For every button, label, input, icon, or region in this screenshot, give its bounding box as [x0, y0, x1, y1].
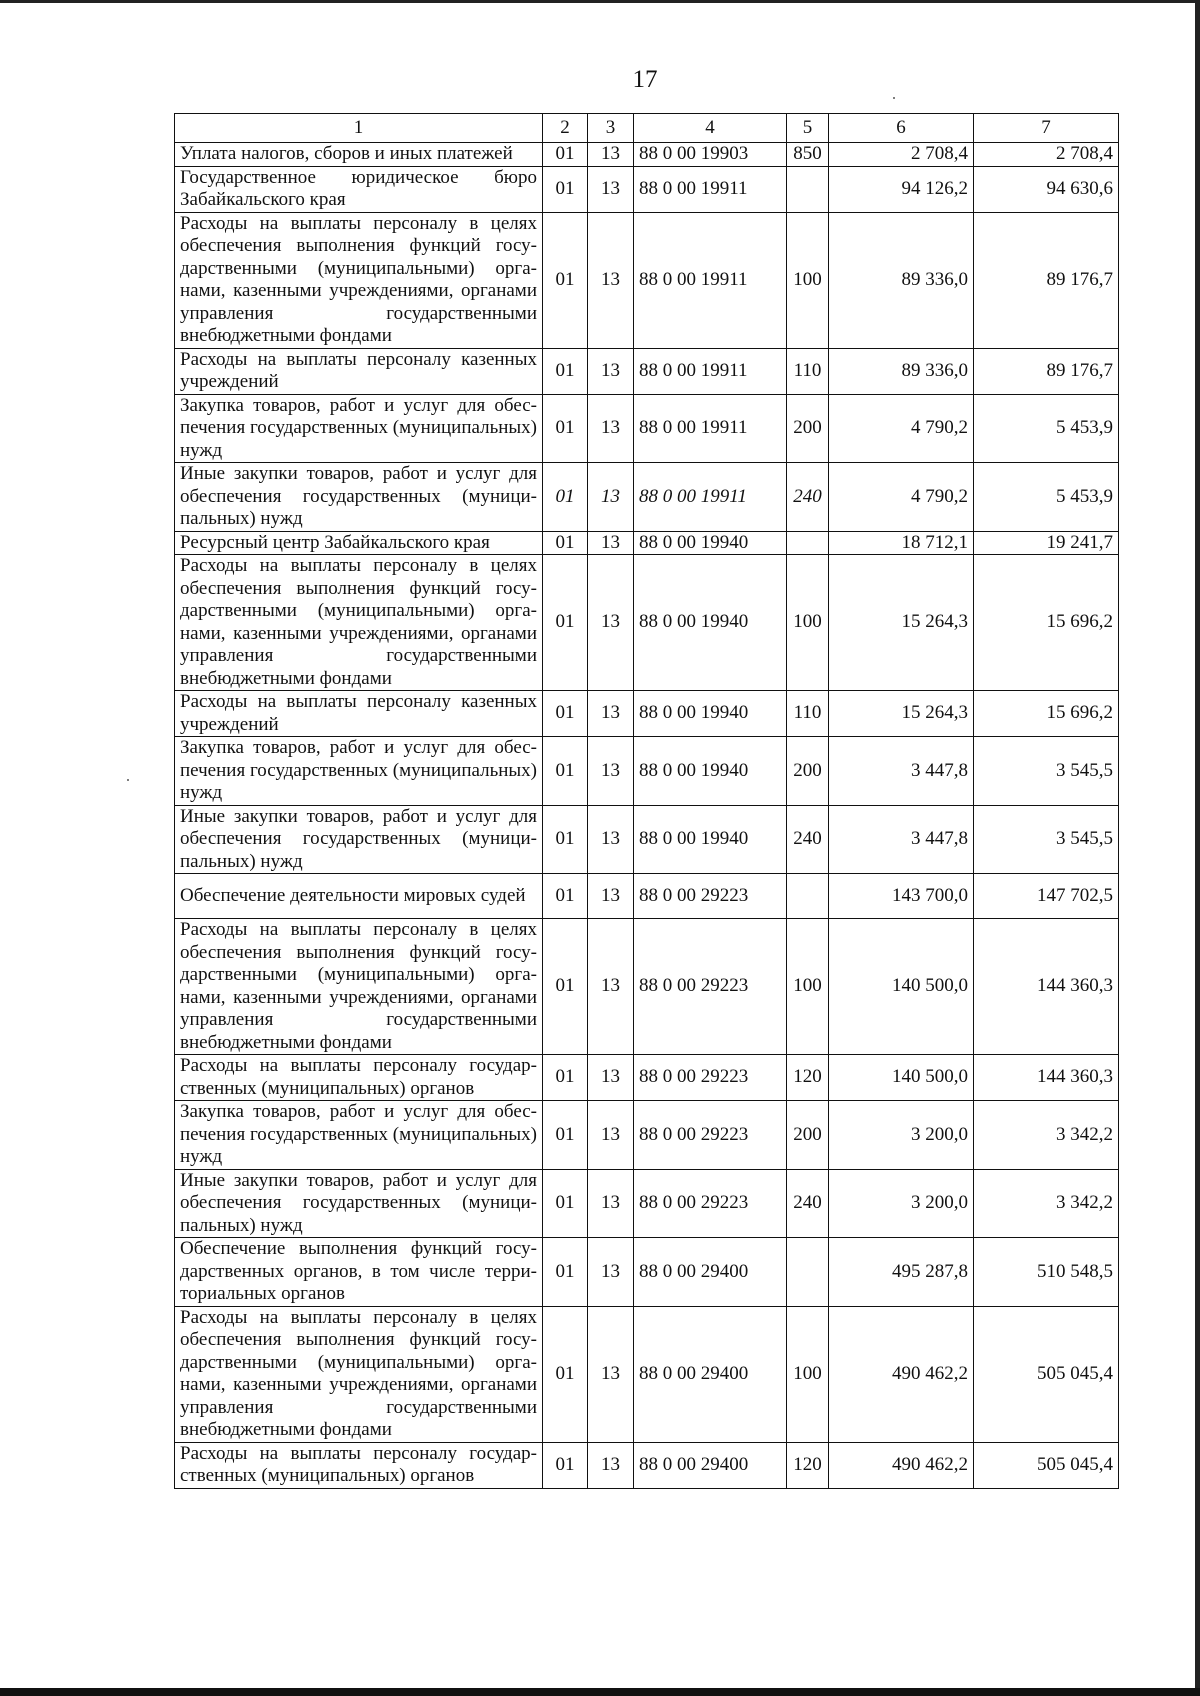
- target-article-cell: 88 0 00 19940: [634, 691, 787, 737]
- scan-border-right: [1195, 0, 1200, 1696]
- expense-type-cell: 120: [787, 1442, 829, 1488]
- target-article-cell: 88 0 00 19911: [634, 166, 787, 212]
- table-row: [175, 394, 1119, 463]
- amount-col6-cell: 490 462,2: [829, 1306, 974, 1442]
- section-code-cell: 01: [543, 212, 588, 348]
- table-row: [175, 348, 1119, 394]
- amount-col6-cell: 15 264,3: [829, 691, 974, 737]
- amount-col7-cell: 510 548,5: [974, 1238, 1119, 1307]
- subsection-code-cell: 13: [588, 919, 634, 1055]
- row-name-cell: Расходы на выплаты персоналу государственных (муниципальных) органов: [175, 1442, 543, 1488]
- subsection-code-cell: 13: [588, 805, 634, 874]
- amount-col7-cell: 15 696,2: [974, 555, 1119, 691]
- table-row: [175, 143, 1119, 167]
- section-code-cell: 01: [543, 1306, 588, 1442]
- target-article-cell: 88 0 00 29223: [634, 1169, 787, 1238]
- table-row: [175, 1169, 1119, 1238]
- section-code-cell: 01: [543, 874, 588, 919]
- section-code-cell: 01: [543, 531, 588, 555]
- section-code-cell: 01: [543, 348, 588, 394]
- row-name-cell: Обеспечение выполнения функций государственных органов, в том числе территориальных органов: [175, 1238, 543, 1307]
- column-header: 2: [543, 114, 588, 143]
- amount-col7-cell: 505 045,4: [974, 1442, 1119, 1488]
- table-row: [175, 463, 1119, 532]
- expense-type-cell: 200: [787, 1101, 829, 1170]
- amount-col7-cell: 147 702,5: [974, 874, 1119, 919]
- target-article-cell: 88 0 00 29223: [634, 1101, 787, 1170]
- amount-col7-cell: 5 453,9: [974, 394, 1119, 463]
- section-code-cell: 01: [543, 394, 588, 463]
- amount-col6-cell: 89 336,0: [829, 348, 974, 394]
- expense-type-cell: 110: [787, 691, 829, 737]
- row-name-cell: Обеспечение деятельности мировых судей: [175, 874, 543, 919]
- table-row: [175, 1306, 1119, 1442]
- subsection-code-cell: 13: [588, 531, 634, 555]
- section-code-cell: 01: [543, 166, 588, 212]
- target-article-cell: 88 0 00 19940: [634, 737, 787, 806]
- amount-col6-cell: 495 287,8: [829, 1238, 974, 1307]
- expense-type-cell: 850: [787, 143, 829, 167]
- target-article-cell: 88 0 00 29223: [634, 919, 787, 1055]
- row-name-cell: Закупка товаров, работ и услуг для обеспечения государственных (муниципальных) нужд: [175, 394, 543, 463]
- amount-col7-cell: 94 630,6: [974, 166, 1119, 212]
- column-header: 3: [588, 114, 634, 143]
- expense-type-cell: [787, 531, 829, 555]
- scan-speck: [127, 779, 129, 781]
- amount-col6-cell: 2 708,4: [829, 143, 974, 167]
- subsection-code-cell: 13: [588, 212, 634, 348]
- amount-col6-cell: 94 126,2: [829, 166, 974, 212]
- subsection-code-cell: 13: [588, 394, 634, 463]
- target-article-cell: 88 0 00 19911: [634, 463, 787, 532]
- budget-table: [174, 113, 1119, 1489]
- subsection-code-cell: 13: [588, 463, 634, 532]
- expense-type-cell: 120: [787, 1055, 829, 1101]
- table-row: [175, 1101, 1119, 1170]
- row-name-cell: Ресурсный центр Забайкальского края: [175, 531, 543, 555]
- subsection-code-cell: 13: [588, 691, 634, 737]
- subsection-code-cell: 13: [588, 737, 634, 806]
- target-article-cell: 88 0 00 19940: [634, 805, 787, 874]
- table-row: [175, 555, 1119, 691]
- scan-speck: [893, 97, 895, 99]
- subsection-code-cell: 13: [588, 1238, 634, 1307]
- amount-col6-cell: 3 447,8: [829, 805, 974, 874]
- table-row: [175, 212, 1119, 348]
- table-row: [175, 737, 1119, 806]
- subsection-code-cell: 13: [588, 143, 634, 167]
- subsection-code-cell: 13: [588, 1101, 634, 1170]
- target-article-cell: 88 0 00 29223: [634, 874, 787, 919]
- table-row: [175, 531, 1119, 555]
- amount-col6-cell: 4 790,2: [829, 394, 974, 463]
- section-code-cell: 01: [543, 143, 588, 167]
- row-name-cell: Расходы на выплаты персоналу в целях обеспечения выполнения функций государственными (муниципальными) органами, казенными учреждениями, органами управления государственными внебюджетными фондами: [175, 1306, 543, 1442]
- table-row: [175, 1238, 1119, 1307]
- expense-type-cell: [787, 874, 829, 919]
- row-name-cell: Иные закупки товаров, работ и услуг для обеспечения государственных (муниципальных) нужд: [175, 805, 543, 874]
- amount-col7-cell: 3 342,2: [974, 1169, 1119, 1238]
- expense-type-cell: 200: [787, 394, 829, 463]
- table-row: [175, 874, 1119, 919]
- section-code-cell: 01: [543, 1101, 588, 1170]
- column-header: 4: [634, 114, 787, 143]
- row-name-cell: Расходы на выплаты персоналу казенных учреждений: [175, 691, 543, 737]
- expense-type-cell: 240: [787, 463, 829, 532]
- column-header: 7: [974, 114, 1119, 143]
- subsection-code-cell: 13: [588, 1306, 634, 1442]
- subsection-code-cell: 13: [588, 1442, 634, 1488]
- section-code-cell: 01: [543, 1169, 588, 1238]
- row-name-cell: Расходы на выплаты персоналу в целях обеспечения выполнения функций государственными (муниципальными) органами, казенными учреждениями, органами управления государственными внебюджетными фондами: [175, 555, 543, 691]
- section-code-cell: 01: [543, 691, 588, 737]
- expense-type-cell: 110: [787, 348, 829, 394]
- amount-col7-cell: 15 696,2: [974, 691, 1119, 737]
- target-article-cell: 88 0 00 19911: [634, 212, 787, 348]
- row-name-cell: Расходы на выплаты персоналу казенных учреждений: [175, 348, 543, 394]
- row-name-cell: Расходы на выплаты персоналу государственных (муниципальных) органов: [175, 1055, 543, 1101]
- column-header: 5: [787, 114, 829, 143]
- scan-border-top: [0, 0, 1200, 3]
- row-name-cell: Иные закупки товаров, работ и услуг для обеспечения государственных (муниципальных) нужд: [175, 1169, 543, 1238]
- subsection-code-cell: 13: [588, 874, 634, 919]
- table-row: [175, 1055, 1119, 1101]
- amount-col7-cell: 505 045,4: [974, 1306, 1119, 1442]
- row-name-cell: Иные закупки товаров, работ и услуг для обеспечения государственных (муниципальных) нужд: [175, 463, 543, 532]
- table-header-row: [175, 114, 1119, 143]
- section-code-cell: 01: [543, 555, 588, 691]
- subsection-code-cell: 13: [588, 166, 634, 212]
- table-row: [175, 1442, 1119, 1488]
- target-article-cell: 88 0 00 29400: [634, 1238, 787, 1307]
- amount-col7-cell: 89 176,7: [974, 212, 1119, 348]
- expense-type-cell: 100: [787, 919, 829, 1055]
- amount-col6-cell: 89 336,0: [829, 212, 974, 348]
- amount-col6-cell: 3 200,0: [829, 1169, 974, 1238]
- table-row: [175, 919, 1119, 1055]
- subsection-code-cell: 13: [588, 555, 634, 691]
- target-article-cell: 88 0 00 19903: [634, 143, 787, 167]
- section-code-cell: 01: [543, 1055, 588, 1101]
- amount-col6-cell: 490 462,2: [829, 1442, 974, 1488]
- scan-border-bottom: [0, 1688, 1200, 1696]
- expense-type-cell: 240: [787, 805, 829, 874]
- amount-col7-cell: 3 545,5: [974, 805, 1119, 874]
- section-code-cell: 01: [543, 737, 588, 806]
- section-code-cell: 01: [543, 1442, 588, 1488]
- target-article-cell: 88 0 00 29400: [634, 1306, 787, 1442]
- section-code-cell: 01: [543, 463, 588, 532]
- target-article-cell: 88 0 00 19940: [634, 531, 787, 555]
- row-name-cell: Государственное юридическое бюро Забайкальского края: [175, 166, 543, 212]
- page-number: 17: [632, 66, 658, 93]
- amount-col6-cell: 4 790,2: [829, 463, 974, 532]
- expense-type-cell: 200: [787, 737, 829, 806]
- row-name-cell: Закупка товаров, работ и услуг для обеспечения государственных (муниципальных) нужд: [175, 1101, 543, 1170]
- amount-col6-cell: 15 264,3: [829, 555, 974, 691]
- expense-type-cell: 100: [787, 1306, 829, 1442]
- subsection-code-cell: 13: [588, 1055, 634, 1101]
- column-header: 6: [829, 114, 974, 143]
- amount-col7-cell: 3 545,5: [974, 737, 1119, 806]
- amount-col7-cell: 144 360,3: [974, 919, 1119, 1055]
- row-name-cell: Уплата налогов, сборов и иных платежей: [175, 143, 543, 167]
- row-name-cell: Расходы на выплаты персоналу в целях обеспечения выполнения функций государственными (муниципальными) органами, казенными учреждениями, органами управления государственными внебюджетными фондами: [175, 919, 543, 1055]
- amount-col6-cell: 3 200,0: [829, 1101, 974, 1170]
- target-article-cell: 88 0 00 29400: [634, 1442, 787, 1488]
- amount-col6-cell: 143 700,0: [829, 874, 974, 919]
- target-article-cell: 88 0 00 19911: [634, 394, 787, 463]
- subsection-code-cell: 13: [588, 348, 634, 394]
- amount-col7-cell: 5 453,9: [974, 463, 1119, 532]
- table-row: [175, 691, 1119, 737]
- row-name-cell: Расходы на выплаты персоналу в целях обеспечения выполнения функций государственными (муниципальными) органами, казенными учреждениями, органами управления государственными внебюджетными фондами: [175, 212, 543, 348]
- amount-col6-cell: 140 500,0: [829, 1055, 974, 1101]
- amount-col7-cell: 19 241,7: [974, 531, 1119, 555]
- amount-col6-cell: 3 447,8: [829, 737, 974, 806]
- section-code-cell: 01: [543, 919, 588, 1055]
- target-article-cell: 88 0 00 19911: [634, 348, 787, 394]
- target-article-cell: 88 0 00 19940: [634, 555, 787, 691]
- expense-type-cell: [787, 1238, 829, 1307]
- amount-col6-cell: 140 500,0: [829, 919, 974, 1055]
- amount-col7-cell: 3 342,2: [974, 1101, 1119, 1170]
- expense-type-cell: 240: [787, 1169, 829, 1238]
- amount-col7-cell: 144 360,3: [974, 1055, 1119, 1101]
- table-row: [175, 166, 1119, 212]
- amount-col6-cell: 18 712,1: [829, 531, 974, 555]
- column-header: 1: [175, 114, 543, 143]
- subsection-code-cell: 13: [588, 1169, 634, 1238]
- row-name-cell: Закупка товаров, работ и услуг для обеспечения государственных (муниципальных) нужд: [175, 737, 543, 806]
- table-row: [175, 805, 1119, 874]
- amount-col7-cell: 2 708,4: [974, 143, 1119, 167]
- expense-type-cell: 100: [787, 212, 829, 348]
- section-code-cell: 01: [543, 1238, 588, 1307]
- target-article-cell: 88 0 00 29223: [634, 1055, 787, 1101]
- expense-type-cell: 100: [787, 555, 829, 691]
- section-code-cell: 01: [543, 805, 588, 874]
- amount-col7-cell: 89 176,7: [974, 348, 1119, 394]
- expense-type-cell: [787, 166, 829, 212]
